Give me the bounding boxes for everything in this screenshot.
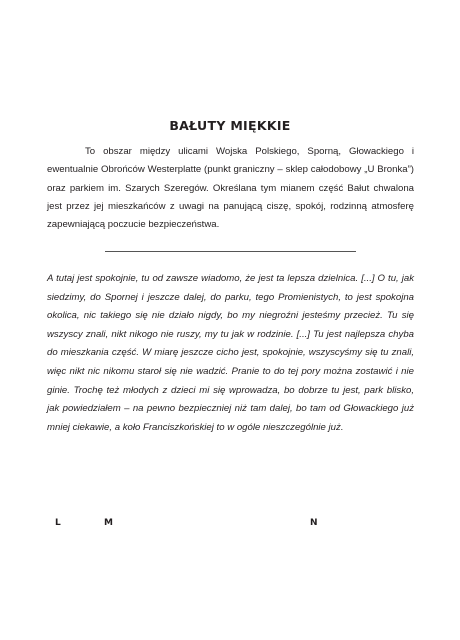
divider-line bbox=[105, 251, 356, 252]
letter-marker-m: M bbox=[104, 518, 113, 528]
intro-paragraph: To obszar między ulicami Wojska Polskiego, Sporną, Głowackiego i ewentualnie Obrońców Westerplatte (punkt graniczny – sklep całodobowy „U Bronka”) oraz parkiem im. Szarych Szeregów. Określana tym mianem część Bałut chwalona jest przez jej mieszkańców z uwagi na panującą ciszę, spokój, rodzinną atmosferę zapewniającą poczucie bezpieczeństwa. bbox=[47, 146, 414, 231]
section-title: BAŁUTY MIĘKKIE bbox=[169, 118, 291, 133]
letter-marker-n: N bbox=[310, 518, 318, 528]
quote-paragraph: A tutaj jest spokojnie, tu od zawsze wiadomo, że jest ta lepsza dzielnica. [...] O tu, jak siedzimy, do Spornej i jeszcze dalej, do parku, tego Promienistych, to jest spokojna okolica, nic takiego się nie działo nigdy, bo my niegroźni jesteśmy przecież. Tu się wszyscy znali, nikt nikogo nie ruszy, my tu jak w rodzinie. [...] Tu jest najlepsza chyba do mieszkania część. W miarę jeszcze cicho jest, spokojnie, wszyscyśmy się tu znali, więc nikt nic nikomu staroł się nie wadzić. Pranie to do tej pory można zostawić i nie ginie. Trochę też młodych z dzieci mi się wprowadza, bo dobrze tu jest, park blisko, jak powiedziałem – na pewno bezpieczniej niż tam dalej, bo tam od Głowackiego już mniej ciekawie, a koło Franciszkońskiej to w ogóle nieszczególnie już. bbox=[47, 273, 414, 433]
letter-marker-l: L bbox=[55, 518, 61, 528]
